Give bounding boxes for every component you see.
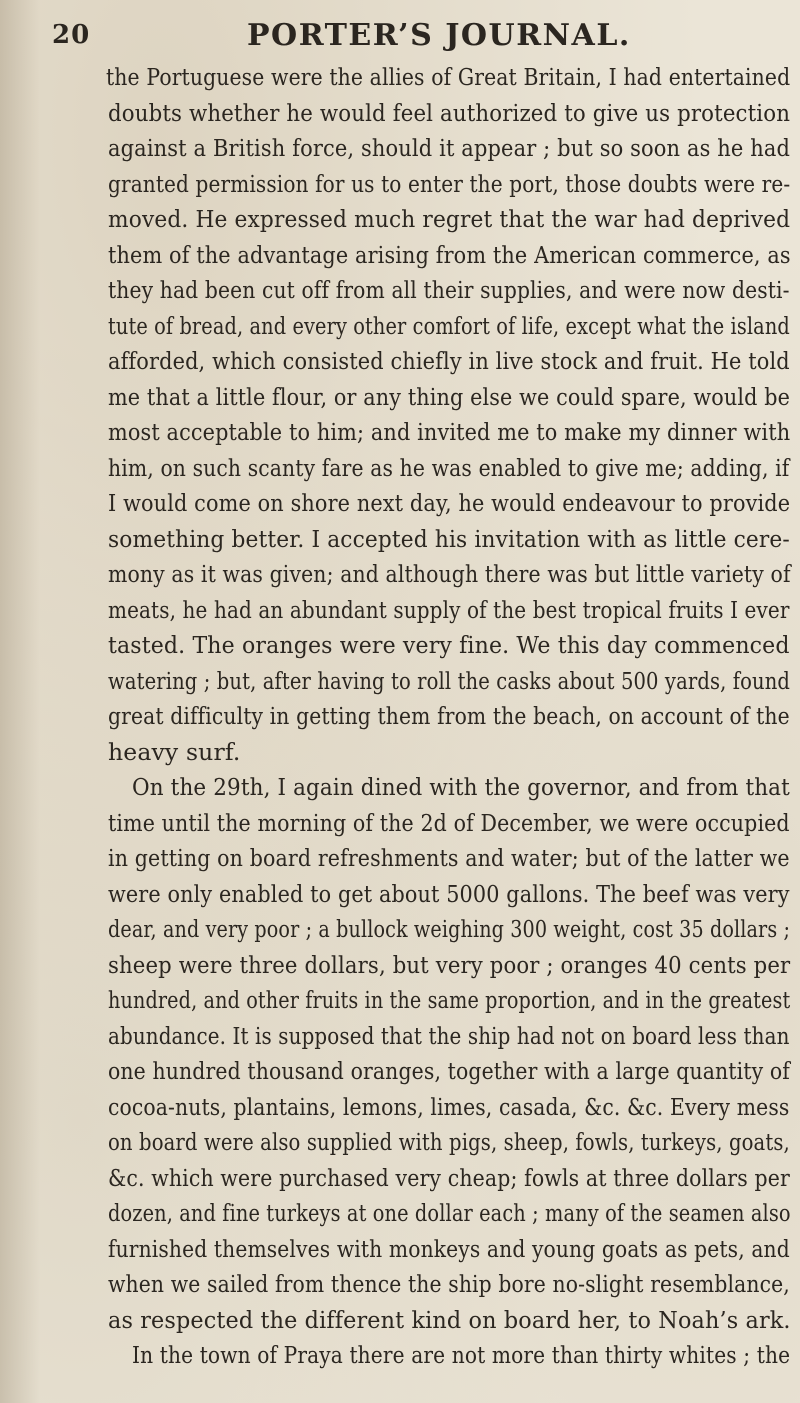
text-line: them of the advantage arising from the American commerce, as <box>108 240 791 269</box>
text-line: the Portuguese were the allies of Great Britain, I had entertained <box>106 63 791 91</box>
text-line: watering ; but, after having to roll the casks about 500 yards, found <box>108 666 791 695</box>
text-line: dear, and very poor ; a bullock weighing 300 weight, cost 35 dollars ; <box>108 915 791 943</box>
text-line: In the town of Praya there are not more than thirty whites ; the <box>132 1341 791 1369</box>
text-line: On the 29th, I again dined with the governor, and from that <box>132 773 790 801</box>
text-line: something better. I accepted his invitation with as little cere- <box>108 524 790 553</box>
text-line: cocoa-nuts, plantains, lemons, limes, casada, &c. &c. Every mess <box>108 1092 790 1121</box>
text-line: tute of bread, and every other comfort of life, except what the island <box>108 311 790 340</box>
page-number: 20 <box>52 20 91 50</box>
text-line: me that a little flour, or any thing else we could spare, would be <box>108 382 791 411</box>
text-line: &c. which were purchased very cheap; fowls at three dollars per <box>108 1163 790 1192</box>
text-line: they had been cut off from all their supplies, and were now desti- <box>108 276 790 304</box>
text-line: great difficulty in getting them from the beach, on account of the <box>108 702 790 730</box>
text-line: dozen, and fine turkeys at one dollar each ; many of the seamen also <box>108 1199 791 1227</box>
text-line: meats, he had an abundant supply of the best tropical fruits I ever <box>108 595 790 624</box>
text-line: furnished themselves with monkeys and young goats as pets, and <box>108 1234 790 1263</box>
text-line: granted permission for us to enter the port, those doubts were re- <box>108 169 791 198</box>
text-line: when we sailed from thence the ship bore no-slight resemblance, <box>108 1270 790 1298</box>
text-line: were only enabled to get about 5000 gallons. The beef was very <box>108 879 790 908</box>
text-line: him, on such scanty fare as he was enabled to give me; adding, if <box>108 453 790 482</box>
text-line: one hundred thousand oranges, together with a large quantity of <box>108 1057 790 1085</box>
text-line: time until the morning of the 2d of December, we were occupied <box>108 808 790 837</box>
text-line: mony as it was given; and although there was but little variety of <box>108 560 791 588</box>
text-line: tasted. The oranges were very fine. We this day commenced <box>108 631 790 659</box>
text-line: as respected the different kind on board her, to Noah’s ark. <box>108 1305 791 1334</box>
page-header <box>52 16 752 56</box>
text-line: sheep were three dollars, but very poor ; oranges 40 cents per <box>108 950 791 979</box>
text-line: most acceptable to him; and invited me to make my dinner with <box>108 418 791 446</box>
text-line: heavy surf. <box>108 737 241 766</box>
text-line: I would come on shore next day, he would endeavour to provide <box>108 489 791 517</box>
text-line: on board were also supplied with pigs, sheep, fowls, turkeys, goats, <box>108 1128 790 1156</box>
text-line: in getting on board refreshments and water; but of the latter we <box>108 844 790 872</box>
running-title: PORTER’S JOURNAL. <box>247 18 631 53</box>
text-line: afforded, which consisted chiefly in live stock and fruit. He told <box>108 347 790 375</box>
text-line: hundred, and other fruits in the same proportion, and in the greatest <box>108 986 791 1014</box>
text-line: moved. He expressed much regret that the war had deprived <box>108 205 791 233</box>
text-line: against a British force, should it appear ; but so soon as he had <box>108 134 791 162</box>
page-edge-shadow <box>0 0 40 1403</box>
text-line: doubts whether he would feel authorized to give us protection <box>108 98 791 127</box>
text-line: abundance. It is supposed that the ship had not on board less than <box>108 1021 790 1050</box>
